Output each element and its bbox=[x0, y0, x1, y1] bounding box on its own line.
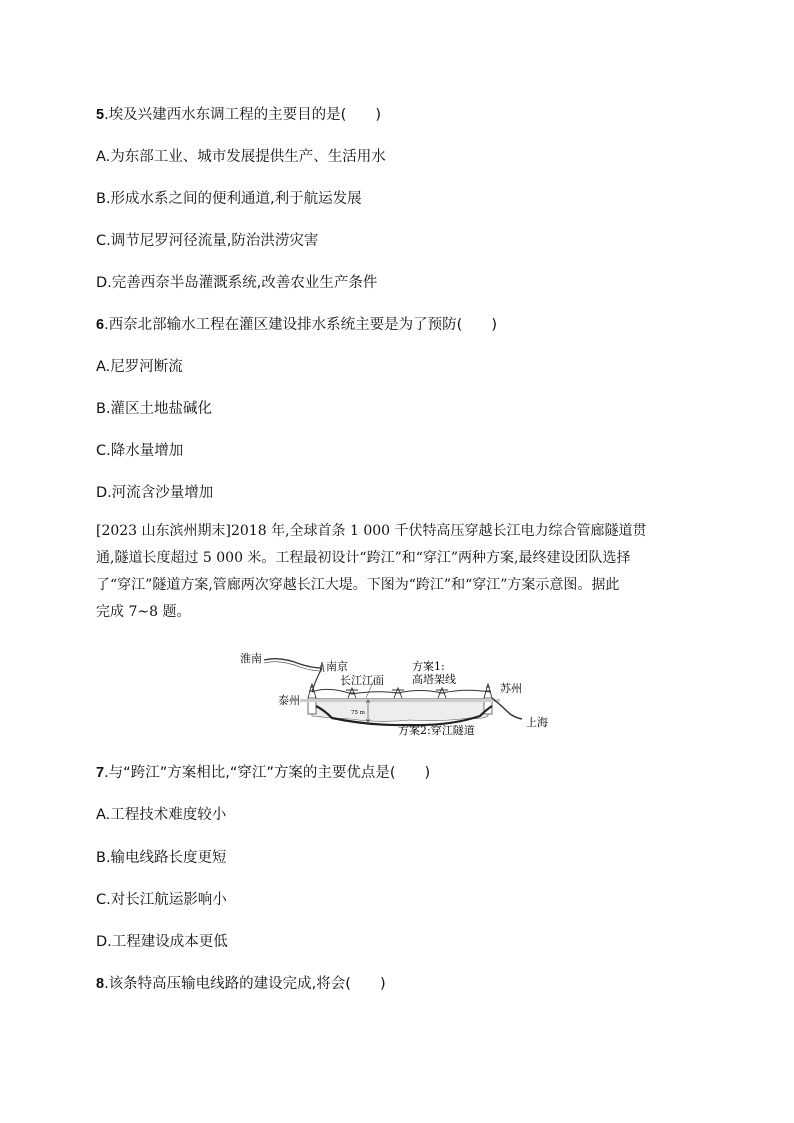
label-suzhou: 苏州 bbox=[500, 682, 522, 695]
label-nanjing: 南京 bbox=[326, 660, 348, 673]
material-line-2: 通,隧道长度超过 5 000 米。工程最初设计“跨江”和“穿江”两种方案,最终建设团队选择 bbox=[96, 550, 631, 566]
question-8-text: .该条特高压输电线路的建设完成,将会( ) bbox=[104, 976, 386, 992]
question-5-stem bbox=[96, 103, 381, 124]
question-6-number: 6 bbox=[96, 317, 105, 333]
material-line-1: [2023 山东滨州期末]2018 年,全球首条 1 000 千伏特高压穿越长江电力综合管廊隧道贯 bbox=[96, 523, 647, 539]
question-8-stem bbox=[96, 972, 386, 993]
ground-strip bbox=[300, 699, 500, 702]
question-7-text: .与“跨江”方案相比,“穿江”方案的主要优点是( ) bbox=[104, 765, 431, 781]
suzhou-shanghai-line bbox=[492, 698, 522, 719]
question-5-option-b: B.形成水系之间的便利通道,利于航运发展 bbox=[96, 191, 362, 207]
question-6-option-d: D.河流含沙量增加 bbox=[96, 485, 214, 501]
question-6-option-c: C.降水量增加 bbox=[96, 443, 184, 459]
question-7-option-a: A.工程技术难度较小 bbox=[96, 807, 227, 823]
material-line-4: 完成 7~8 题。 bbox=[96, 604, 191, 620]
huainan-nanjing-line bbox=[264, 659, 322, 668]
label-huainan: 淮南 bbox=[240, 652, 262, 665]
label-plan1-b: 高塔架线 bbox=[412, 673, 456, 686]
question-6-option-b: B.灌区土地盐碱化 bbox=[96, 401, 213, 417]
huainan-nanjing-line-inner bbox=[264, 662, 322, 671]
tower-suzhou-icon bbox=[484, 684, 492, 698]
label-river: 长江江面 bbox=[340, 674, 384, 687]
question-8-number: 8 bbox=[96, 976, 105, 992]
question-7-number: 7 bbox=[96, 765, 105, 781]
tower-river-3-icon bbox=[436, 688, 448, 698]
label-taizhou: 泰州 bbox=[278, 694, 300, 707]
question-7-option-c: C.对长江航运影响小 bbox=[96, 892, 227, 908]
label-plan2: 方案2:穿江隧道 bbox=[398, 724, 475, 737]
question-6-text: .西奈北部输水工程在灌区建设排水系统主要是为了预防( ) bbox=[104, 317, 497, 333]
tower-taizhou-icon bbox=[308, 684, 316, 698]
question-5-text: .埃及兴建西水东调工程的主要目的是( ) bbox=[104, 107, 381, 123]
question-5-option-a: A.为东部工业、城市发展提供生产、生活用水 bbox=[96, 149, 386, 165]
question-6-option-a: A.尼罗河断流 bbox=[96, 359, 183, 375]
question-5-number: 5 bbox=[96, 107, 105, 123]
question-7-option-d: D.工程建设成本更低 bbox=[96, 934, 228, 950]
question-5-option-d: D.完善西奈半岛灌溉系统,改善农业生产条件 bbox=[96, 275, 378, 291]
material-line-3: 了“穿江”隧道方案,管廊两次穿越长江大堤。下图为“跨江”和“穿江”方案示意图。据此 bbox=[96, 577, 620, 593]
question-7-option-b: B.输电线路长度更短 bbox=[96, 850, 227, 866]
river-crossing-diagram bbox=[240, 646, 560, 741]
tower-nanjing-icon bbox=[320, 662, 324, 672]
question-7-stem bbox=[96, 761, 430, 782]
question-6-stem bbox=[96, 313, 497, 334]
question-5-option-c: C.调节尼罗河径流量,防治洪涝灾害 bbox=[96, 233, 319, 249]
river-body bbox=[312, 699, 488, 721]
material-paragraph bbox=[96, 518, 706, 626]
label-plan1-a: 方案1: bbox=[412, 660, 445, 673]
label-depth: 75 m bbox=[351, 710, 365, 716]
label-shanghai: 上海 bbox=[526, 716, 548, 729]
